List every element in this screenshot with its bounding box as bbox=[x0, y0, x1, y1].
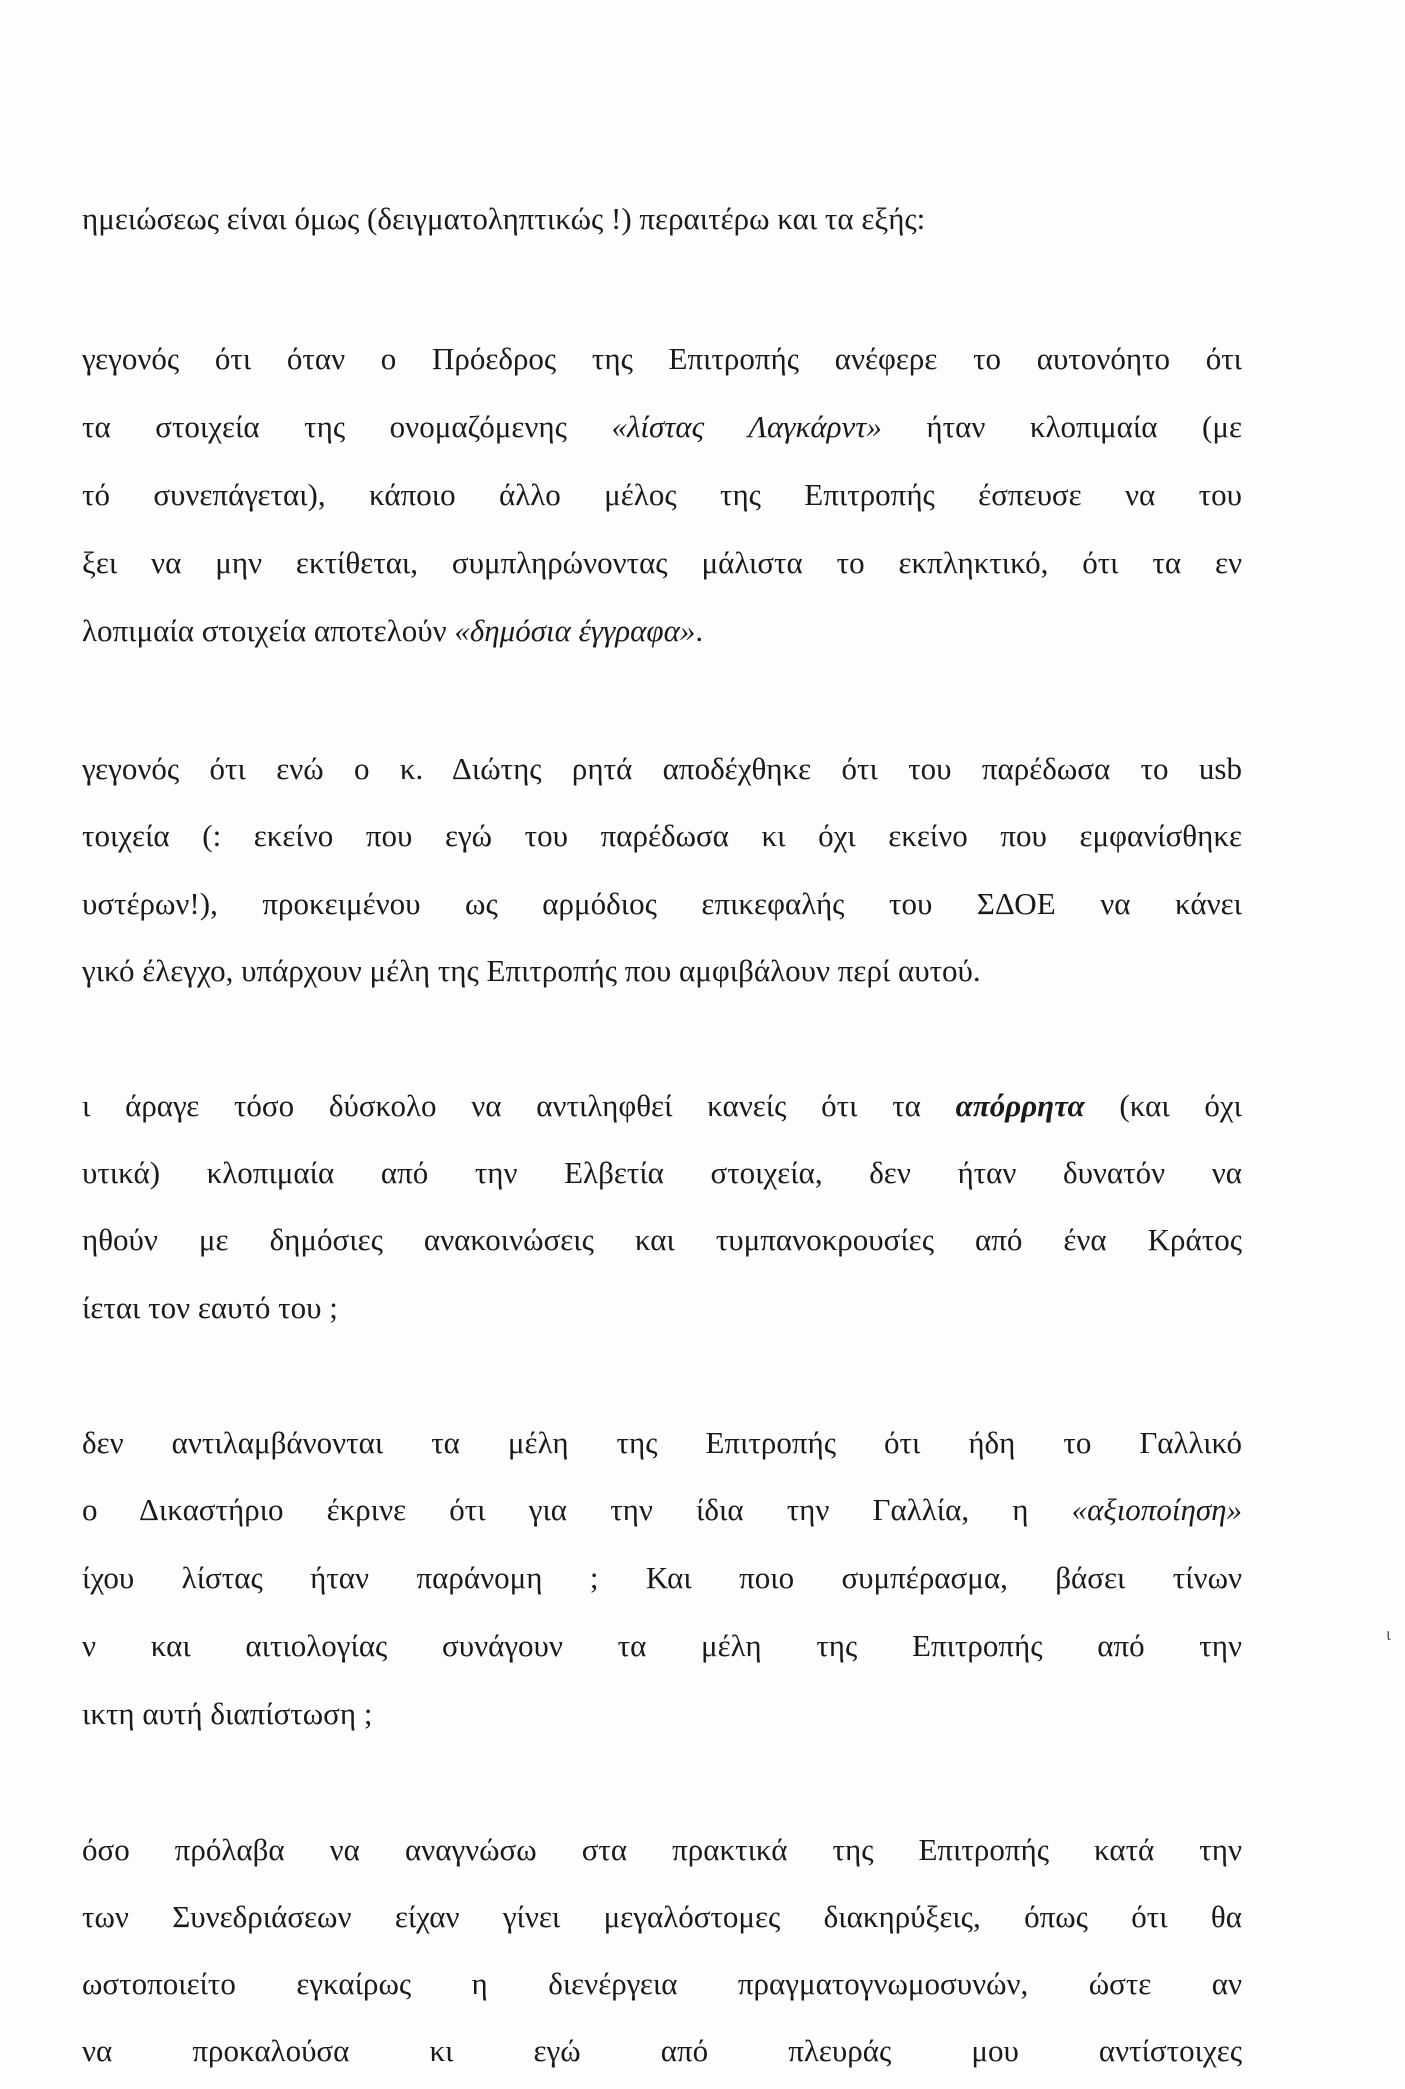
text-line bbox=[82, 611, 1242, 651]
line-text: ηθούν με δημόσιες ανακοινώσεις και τυμπανοκρουσίες από ένα Κράτος bbox=[82, 1222, 1242, 1257]
italic-quote: «λίστας Λαγκάρντ» bbox=[611, 409, 882, 444]
text-line bbox=[82, 1626, 1242, 1666]
text-line bbox=[82, 1086, 1242, 1126]
line-text: ήταν κλοπιμαία (με bbox=[881, 409, 1242, 444]
line-text: υτικά) κλοπιμαία από την Ελβετία στοιχεία, δεν ήταν δυνατόν να bbox=[82, 1155, 1242, 1190]
line-text: τα στοιχεία της ονομαζόμενης bbox=[82, 409, 612, 444]
italic-quote: «αξιοποίηση» bbox=[1071, 1492, 1242, 1527]
line-text: ξει να μην εκτίθεται, συμπληρώνοντας μάλιστα το εκπληκτικό, ότι τα εν bbox=[82, 545, 1242, 580]
text-line bbox=[82, 2031, 1242, 2071]
line-text: ίεται τον εαυτό του ; bbox=[82, 1290, 338, 1325]
text-line bbox=[82, 339, 1242, 379]
margin-mark: ι bbox=[1386, 1624, 1391, 1644]
text-line bbox=[82, 199, 1242, 239]
text-line bbox=[82, 1558, 1242, 1598]
line-text: ημειώσεως είναι όμως (δειγματοληπτικώς !) περαιτέρω και τα εξής: bbox=[82, 201, 926, 236]
text-line bbox=[82, 1964, 1242, 2004]
text-line bbox=[82, 543, 1242, 583]
bold-italic-word: απόρρητα bbox=[955, 1088, 1085, 1123]
italic-quote: «δημόσια έγγραφα» bbox=[454, 613, 696, 648]
text-line bbox=[82, 475, 1242, 515]
line-text: δεν αντιλαμβάνονται τα μέλη της Επιτροπής ότι ήδη το Γαλλικό bbox=[82, 1425, 1242, 1460]
line-text: ίχου λίστας ήταν παράνομη ; Και ποιο συμπέρασμα, βάσει τίνων bbox=[82, 1560, 1242, 1595]
text-line bbox=[82, 1897, 1242, 1937]
line-text: ο Δικαστήριο έκρινε ότι για την ίδια την Γαλλία, η bbox=[82, 1492, 1072, 1527]
line-text: να προκαλούσα κι εγώ από πλευράς μου αντίστοιχες bbox=[82, 2033, 1242, 2068]
text-line bbox=[82, 749, 1242, 789]
line-text: γικό έλεγχο, υπάρχουν μέλη της Επιτροπής που αμφιβάλουν περί αυτού. bbox=[82, 953, 981, 988]
line-text: ικτη αυτή διαπίστωση ; bbox=[82, 1696, 373, 1731]
line-text: ωστοποιείτο εγκαίρως η διενέργεια πραγματογνωμοσυνών, ώστε αν bbox=[82, 1966, 1242, 2001]
line-text: . bbox=[695, 613, 704, 648]
text-line bbox=[82, 884, 1242, 924]
text-line bbox=[82, 1220, 1242, 1260]
text-line bbox=[82, 1288, 1242, 1328]
text-line bbox=[82, 407, 1242, 447]
text-line bbox=[82, 1423, 1242, 1463]
line-text: γεγονός ότι ενώ ο κ. Διώτης ρητά αποδέχθηκε ότι του παρέδωσα το usb bbox=[82, 751, 1242, 786]
line-text: ν και αιτιολογίας συνάγουν τα μέλη της Επιτροπής από την bbox=[82, 1628, 1242, 1663]
text-line bbox=[82, 816, 1242, 856]
line-text: ι άραγε τόσο δύσκολο να αντιληφθεί κανείς ότι τα bbox=[82, 1088, 956, 1123]
text-line bbox=[82, 1694, 1242, 1734]
line-text: γεγονός ότι όταν ο Πρόεδρος της Επιτροπής ανέφερε το αυτονόητο ότι bbox=[82, 341, 1242, 376]
line-text: τό συνεπάγεται), κάποιο άλλο μέλος της Επιτροπής έσπευσε να του bbox=[82, 477, 1242, 512]
text-line bbox=[82, 1830, 1242, 1870]
text-line bbox=[82, 1153, 1242, 1193]
line-text: (και όχι bbox=[1084, 1088, 1242, 1123]
text-line bbox=[82, 951, 1242, 991]
line-text: όσο πρόλαβα να αναγνώσω στα πρακτικά της Επιτροπής κατά την bbox=[82, 1832, 1242, 1867]
line-text: υστέρων!), προκειμένου ως αρμόδιος επικεφαλής του ΣΔΟΕ να κάνει bbox=[82, 886, 1242, 921]
line-text: τοιχεία (: εκείνο που εγώ του παρέδωσα κι όχι εκείνο που εμφανίσθηκε bbox=[82, 818, 1242, 853]
text-line bbox=[82, 1490, 1242, 1530]
line-text: λοπιμαία στοιχεία αποτελούν bbox=[82, 613, 455, 648]
line-text: των Συνεδριάσεων είχαν γίνει μεγαλόστομες διακηρύξεις, όπως ότι θα bbox=[82, 1899, 1242, 1934]
